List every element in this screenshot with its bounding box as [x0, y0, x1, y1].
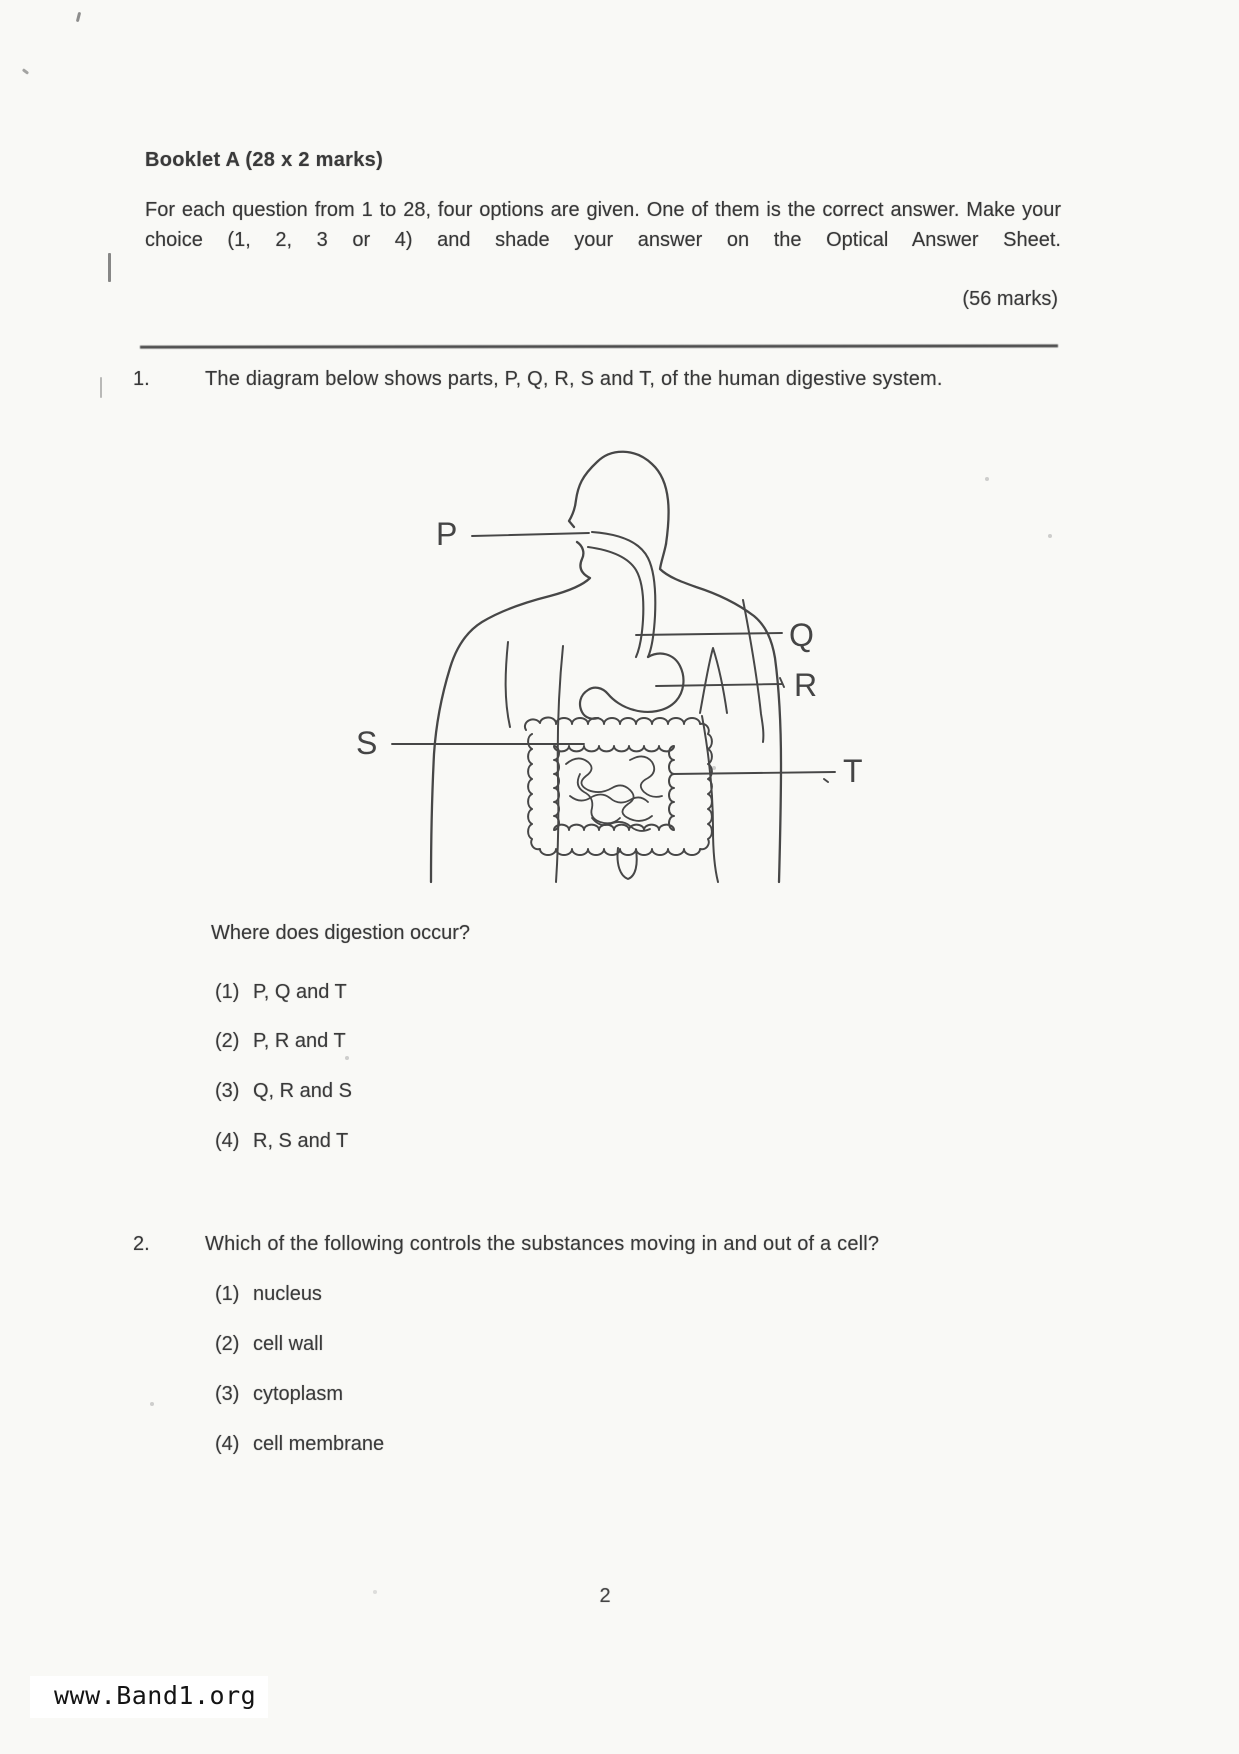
page-number: 2 [599, 1585, 611, 1607]
question-1-prompt: Where does digestion occur? [211, 922, 471, 944]
scan-speck [985, 477, 989, 481]
esophagus-outer [592, 532, 655, 657]
option-number: (4) [215, 1433, 240, 1455]
diagram-label-t: T [843, 753, 863, 789]
esophagus-inner [588, 547, 643, 657]
option-number: (3) [215, 1383, 240, 1405]
head-outline [569, 452, 669, 544]
scan-artifact [76, 12, 81, 22]
q1-option-1 [215, 981, 347, 1004]
small-intestine [566, 756, 662, 830]
scan-speck [373, 1590, 377, 1594]
option-number: (3) [215, 1080, 240, 1102]
left-body-outline [431, 542, 590, 882]
left-armpit-line [506, 642, 510, 727]
option-text: cytoplasm [253, 1383, 344, 1405]
option-text: P, Q and T [253, 981, 347, 1003]
diagram-labels [356, 516, 863, 789]
right-body-outline [660, 544, 781, 882]
instructions-paragraph: For each question from 1 to 28, four options are given. One of them is the correct answer. Make your choice (1, 2, 3 or 4) and shade your answer on the Optical Answer Sheet. [145, 199, 1061, 251]
diagram-label-q: Q [789, 617, 814, 653]
option-number: (2) [215, 1333, 240, 1355]
option-text: P, R and T [253, 1030, 346, 1052]
right-waist-line [702, 716, 718, 882]
scan-artifact [100, 377, 102, 398]
large-intestine [525, 717, 712, 879]
question-2-text: Which of the following controls the substances moving in and out of a cell? [205, 1233, 880, 1255]
arm-lines [506, 600, 764, 882]
label-line-t [672, 772, 835, 782]
divider-line [140, 344, 1058, 348]
q1-option-3 [215, 1080, 352, 1103]
right-armpit-line [700, 648, 727, 713]
scan-speck [345, 1056, 349, 1060]
scan-artifact [108, 253, 111, 282]
option-text: cell membrane [253, 1433, 385, 1455]
esophagus [588, 532, 655, 657]
question-1-number: 1. [133, 368, 150, 390]
option-number: (4) [215, 1130, 240, 1152]
watermark-text: www.Band1.org [54, 1681, 257, 1710]
diagram-label-p: P [436, 516, 458, 552]
body-outline [431, 452, 781, 882]
scan-speck [1048, 534, 1052, 538]
diagram-label-r: R [794, 667, 818, 703]
option-text: Q, R and S [253, 1080, 352, 1102]
question-1-text: The diagram below shows parts, P, Q, R, S and T, of the human digestive system. [205, 368, 943, 390]
question-2-number: 2. [133, 1233, 150, 1255]
option-text: cell wall [253, 1333, 324, 1355]
q2-option-1 [215, 1283, 322, 1306]
watermark [30, 1676, 268, 1718]
q1-option-4 [215, 1130, 348, 1153]
q2-option-2 [215, 1333, 323, 1356]
digestive-system-diagram [330, 424, 890, 884]
label-line-p [472, 533, 589, 536]
label-line-r [656, 678, 784, 687]
total-marks: (56 marks) [962, 288, 1058, 310]
label-line-q [636, 633, 782, 635]
q2-option-4 [215, 1433, 384, 1456]
scan-speck [150, 1402, 154, 1406]
q2-option-3 [215, 1383, 343, 1406]
option-number: (1) [215, 981, 240, 1003]
option-number: (2) [215, 1030, 240, 1052]
diagram-label-s: S [356, 725, 378, 761]
option-number: (1) [215, 1283, 240, 1305]
option-text: nucleus [253, 1283, 322, 1305]
colon-inner [554, 746, 674, 830]
q1-option-2 [215, 1030, 346, 1053]
option-text: R, S and T [253, 1130, 349, 1152]
scan-artifact [22, 68, 29, 75]
label-lines [392, 533, 835, 782]
booklet-title: Booklet A (28 x 2 marks) [145, 149, 384, 171]
